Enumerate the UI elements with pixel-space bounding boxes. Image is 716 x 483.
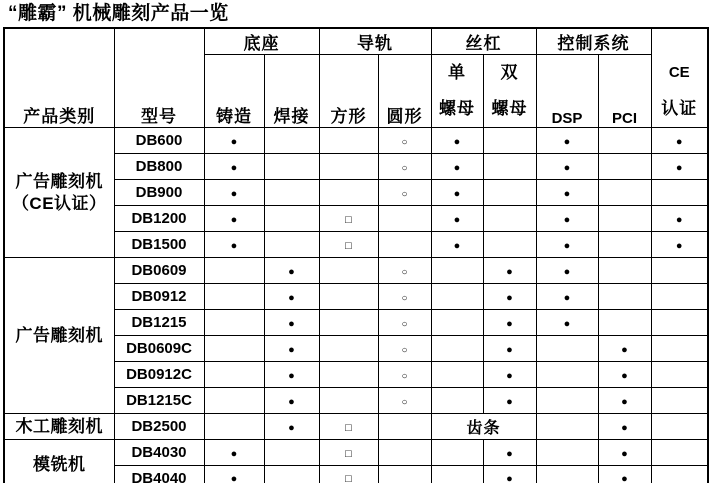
filled-dot-icon: ● — [230, 187, 238, 200]
mark-cell — [319, 388, 378, 414]
open-square-icon: □ — [345, 239, 352, 252]
mark-cell — [536, 284, 598, 310]
mark-cell — [204, 310, 264, 336]
product-table-body — [4, 128, 708, 483]
mark-cell — [204, 206, 264, 232]
mark-cell — [598, 466, 651, 483]
filled-dot-icon: ● — [621, 447, 628, 460]
header-base-group: 底座 — [204, 28, 319, 55]
mark-cell — [483, 362, 536, 388]
mark-cell — [598, 414, 651, 440]
mark-cell — [536, 336, 598, 362]
filled-dot-icon: ● — [621, 343, 628, 356]
open-circle-icon: ○ — [401, 292, 408, 304]
model-cell: DB1215C — [114, 388, 204, 414]
mark-cell — [431, 258, 483, 284]
header-control-group: 控制系统 — [536, 28, 651, 55]
mark-cell — [536, 466, 598, 483]
mark-cell — [651, 154, 708, 180]
mark-cell — [483, 466, 536, 483]
mark-cell — [264, 128, 319, 154]
filled-dot-icon: ● — [230, 447, 238, 460]
filled-dot-icon: ● — [506, 369, 513, 382]
mark-cell — [651, 206, 708, 232]
mark-cell — [536, 180, 598, 206]
mark-cell — [483, 258, 536, 284]
mark-cell — [378, 232, 431, 258]
mark-cell — [651, 440, 708, 466]
open-circle-icon: ○ — [401, 162, 408, 174]
mark-cell — [483, 154, 536, 180]
model-cell: DB1215 — [114, 310, 204, 336]
mark-cell — [483, 206, 536, 232]
mark-cell — [651, 414, 708, 440]
mark-cell — [651, 388, 708, 414]
mark-cell — [378, 284, 431, 310]
mark-cell — [319, 310, 378, 336]
filled-dot-icon: ● — [506, 265, 513, 278]
header-ce-line1: CE — [668, 64, 690, 81]
mark-cell — [598, 128, 651, 154]
mark-cell — [431, 362, 483, 388]
mark-cell — [598, 388, 651, 414]
mark-cell — [598, 440, 651, 466]
filled-dot-icon: ● — [621, 395, 628, 408]
mark-cell — [536, 128, 598, 154]
mark-cell — [483, 180, 536, 206]
mark-cell — [264, 388, 319, 414]
header-dsp: DSP — [536, 55, 598, 128]
header-pci: PCI — [598, 55, 651, 128]
filled-dot-icon: ● — [506, 447, 513, 460]
category-cell — [4, 128, 114, 258]
mark-cell — [651, 362, 708, 388]
mark-cell — [204, 440, 264, 466]
mark-cell — [598, 258, 651, 284]
mark-cell — [651, 128, 708, 154]
mark-cell — [536, 362, 598, 388]
category-cell — [4, 440, 114, 483]
mark-cell — [483, 388, 536, 414]
category-label: 广告雕刻机 — [15, 325, 103, 345]
mark-cell — [378, 336, 431, 362]
filled-dot-icon: ● — [563, 317, 571, 330]
mark-cell — [536, 206, 598, 232]
filled-dot-icon: ● — [675, 213, 683, 226]
filled-dot-icon: ● — [506, 291, 513, 304]
open-square-icon: □ — [345, 421, 352, 434]
mark-cell — [319, 336, 378, 362]
mark-cell — [378, 154, 431, 180]
filled-dot-icon: ● — [563, 291, 571, 304]
category-label: 木工雕刻机 — [15, 416, 103, 436]
mark-cell — [536, 388, 598, 414]
mark-cell — [378, 310, 431, 336]
table-row — [4, 128, 708, 154]
mark-cell — [431, 388, 483, 414]
open-square-icon: □ — [345, 447, 352, 460]
mark-cell — [536, 258, 598, 284]
header-weld: 焊接 — [264, 55, 319, 128]
mark-cell — [264, 258, 319, 284]
model-cell: DB0609C — [114, 336, 204, 362]
mark-cell — [319, 180, 378, 206]
model-cell: DB4030 — [114, 440, 204, 466]
header-screw-group: 丝杠 — [431, 28, 536, 55]
model-cell: DB4040 — [114, 466, 204, 483]
mark-cell — [204, 388, 264, 414]
model-cell: DB800 — [114, 154, 204, 180]
header-rail-group: 导轨 — [319, 28, 431, 55]
category-cell — [4, 414, 114, 440]
mark-cell — [204, 336, 264, 362]
mark-cell — [651, 466, 708, 483]
mark-cell — [598, 284, 651, 310]
header-product-category: 产品类别 — [4, 28, 114, 128]
page-title: “雕霸” 机械雕刻产品一览 — [8, 3, 229, 24]
header-double-nut-line1: 双 — [500, 63, 519, 82]
category-label: 广告雕刻机 — [15, 171, 103, 191]
filled-dot-icon: ● — [563, 187, 571, 200]
mark-cell — [319, 284, 378, 310]
mark-cell — [536, 440, 598, 466]
open-circle-icon: ○ — [401, 370, 408, 382]
filled-dot-icon: ● — [506, 343, 513, 356]
mark-cell — [319, 154, 378, 180]
category-label: 模铣机 — [33, 455, 86, 475]
mark-cell — [651, 180, 708, 206]
filled-dot-icon: ● — [230, 213, 238, 226]
filled-dot-icon: ● — [506, 317, 513, 330]
filled-dot-icon: ● — [288, 395, 295, 408]
mark-cell — [598, 310, 651, 336]
mark-cell — [378, 388, 431, 414]
filled-dot-icon: ● — [288, 317, 295, 330]
table-row — [4, 414, 708, 440]
category-label: （CE认证） — [11, 193, 107, 213]
mark-cell — [319, 440, 378, 466]
header-single-nut — [431, 55, 483, 128]
model-cell: DB1200 — [114, 206, 204, 232]
filled-dot-icon: ● — [675, 161, 683, 174]
mark-cell — [431, 180, 483, 206]
model-cell: DB2500 — [114, 414, 204, 440]
open-circle-icon: ○ — [401, 188, 408, 200]
filled-dot-icon: ● — [621, 369, 628, 382]
filled-dot-icon: ● — [230, 135, 238, 148]
header-cast: 铸造 — [204, 55, 264, 128]
mark-cell — [319, 232, 378, 258]
mark-cell — [598, 362, 651, 388]
open-circle-icon: ○ — [401, 396, 408, 408]
header-ce — [651, 28, 708, 128]
mark-cell — [483, 128, 536, 154]
filled-dot-icon: ● — [675, 135, 683, 148]
mark-cell — [204, 284, 264, 310]
filled-dot-icon: ● — [453, 213, 461, 226]
mark-cell — [483, 440, 536, 466]
mark-cell — [378, 414, 431, 440]
mark-cell — [536, 232, 598, 258]
mark-cell — [204, 258, 264, 284]
mark-cell — [378, 180, 431, 206]
category-cell — [4, 258, 114, 414]
mark-cell — [431, 232, 483, 258]
open-square-icon: □ — [345, 213, 352, 226]
header-ce-line2: 认证 — [661, 99, 698, 118]
mark-cell — [378, 466, 431, 483]
header-single-nut-line2: 螺母 — [439, 99, 475, 118]
mark-cell — [598, 206, 651, 232]
filled-dot-icon: ● — [506, 395, 513, 408]
filled-dot-icon: ● — [621, 421, 628, 434]
mark-cell — [431, 284, 483, 310]
mark-cell — [264, 154, 319, 180]
filled-dot-icon: ● — [453, 135, 461, 148]
mark-cell — [536, 414, 598, 440]
mark-cell — [378, 440, 431, 466]
filled-dot-icon: ● — [563, 161, 571, 174]
table-row — [4, 258, 708, 284]
mark-cell — [204, 180, 264, 206]
open-circle-icon: ○ — [401, 136, 408, 148]
mark-cell — [483, 336, 536, 362]
model-cell: DB600 — [114, 128, 204, 154]
mark-cell — [204, 466, 264, 483]
mark-cell — [264, 466, 319, 483]
model-cell: DB0609 — [114, 258, 204, 284]
mark-cell — [319, 362, 378, 388]
model-cell: DB0912C — [114, 362, 204, 388]
mark-cell — [431, 154, 483, 180]
filled-dot-icon: ● — [288, 343, 295, 356]
mark-cell — [536, 154, 598, 180]
mark-cell — [431, 336, 483, 362]
filled-dot-icon: ● — [506, 473, 513, 483]
mark-cell — [264, 440, 319, 466]
mark-cell — [431, 466, 483, 483]
mark-cell — [536, 310, 598, 336]
filled-dot-icon: ● — [230, 239, 238, 252]
open-square-icon: □ — [345, 473, 352, 483]
header-round-rail: 圆形 — [378, 55, 431, 128]
mark-cell — [483, 284, 536, 310]
mark-cell — [598, 180, 651, 206]
filled-dot-icon: ● — [563, 265, 571, 278]
open-circle-icon: ○ — [401, 266, 408, 278]
mark-cell — [431, 128, 483, 154]
mark-cell — [319, 128, 378, 154]
mark-cell — [483, 310, 536, 336]
mark-cell — [264, 310, 319, 336]
mark-cell — [651, 284, 708, 310]
mark-cell — [431, 440, 483, 466]
mark-cell — [378, 128, 431, 154]
filled-dot-icon: ● — [453, 187, 461, 200]
table-row — [4, 440, 708, 466]
mark-cell — [431, 310, 483, 336]
open-circle-icon: ○ — [401, 318, 408, 330]
model-cell: DB0912 — [114, 284, 204, 310]
filled-dot-icon: ● — [230, 473, 238, 483]
filled-dot-icon: ● — [453, 239, 461, 252]
mark-cell — [264, 180, 319, 206]
mark-cell — [378, 362, 431, 388]
mark-cell — [319, 466, 378, 483]
mark-cell — [378, 258, 431, 284]
mark-cell — [598, 154, 651, 180]
mark-cell — [264, 206, 319, 232]
header-model: 型号 — [114, 28, 204, 128]
filled-dot-icon: ● — [675, 239, 683, 252]
mark-cell — [651, 232, 708, 258]
mark-cell — [264, 362, 319, 388]
filled-dot-icon: ● — [563, 213, 571, 226]
mark-cell — [204, 154, 264, 180]
mark-cell — [204, 232, 264, 258]
mark-cell — [431, 206, 483, 232]
mark-cell — [204, 414, 264, 440]
mark-cell — [204, 362, 264, 388]
header-double-nut-line2: 螺母 — [491, 99, 528, 118]
mark-cell — [264, 336, 319, 362]
mark-cell — [651, 258, 708, 284]
filled-dot-icon: ● — [288, 265, 295, 278]
filled-dot-icon: ● — [288, 421, 295, 434]
header-square-rail: 方形 — [319, 55, 378, 128]
open-circle-icon: ○ — [401, 344, 408, 356]
filled-dot-icon: ● — [621, 473, 628, 483]
mark-cell — [264, 414, 319, 440]
rack-cell: 齿条 — [431, 414, 536, 440]
mark-cell — [378, 206, 431, 232]
filled-dot-icon: ● — [453, 161, 461, 174]
mark-cell — [651, 310, 708, 336]
mark-cell — [319, 258, 378, 284]
mark-cell — [598, 336, 651, 362]
mark-cell — [483, 232, 536, 258]
filled-dot-icon: ● — [563, 135, 571, 148]
model-cell: DB900 — [114, 180, 204, 206]
mark-cell — [319, 206, 378, 232]
header-double-nut — [483, 55, 536, 128]
mark-cell — [319, 414, 378, 440]
product-table — [3, 27, 709, 483]
mark-cell — [204, 128, 264, 154]
mark-cell — [598, 232, 651, 258]
model-cell: DB1500 — [114, 232, 204, 258]
mark-cell — [264, 232, 319, 258]
filled-dot-icon: ● — [230, 161, 238, 174]
filled-dot-icon: ● — [288, 291, 295, 304]
filled-dot-icon: ● — [563, 239, 571, 252]
filled-dot-icon: ● — [288, 369, 295, 382]
header-single-nut-line1: 单 — [448, 63, 466, 82]
mark-cell — [264, 284, 319, 310]
mark-cell — [651, 336, 708, 362]
